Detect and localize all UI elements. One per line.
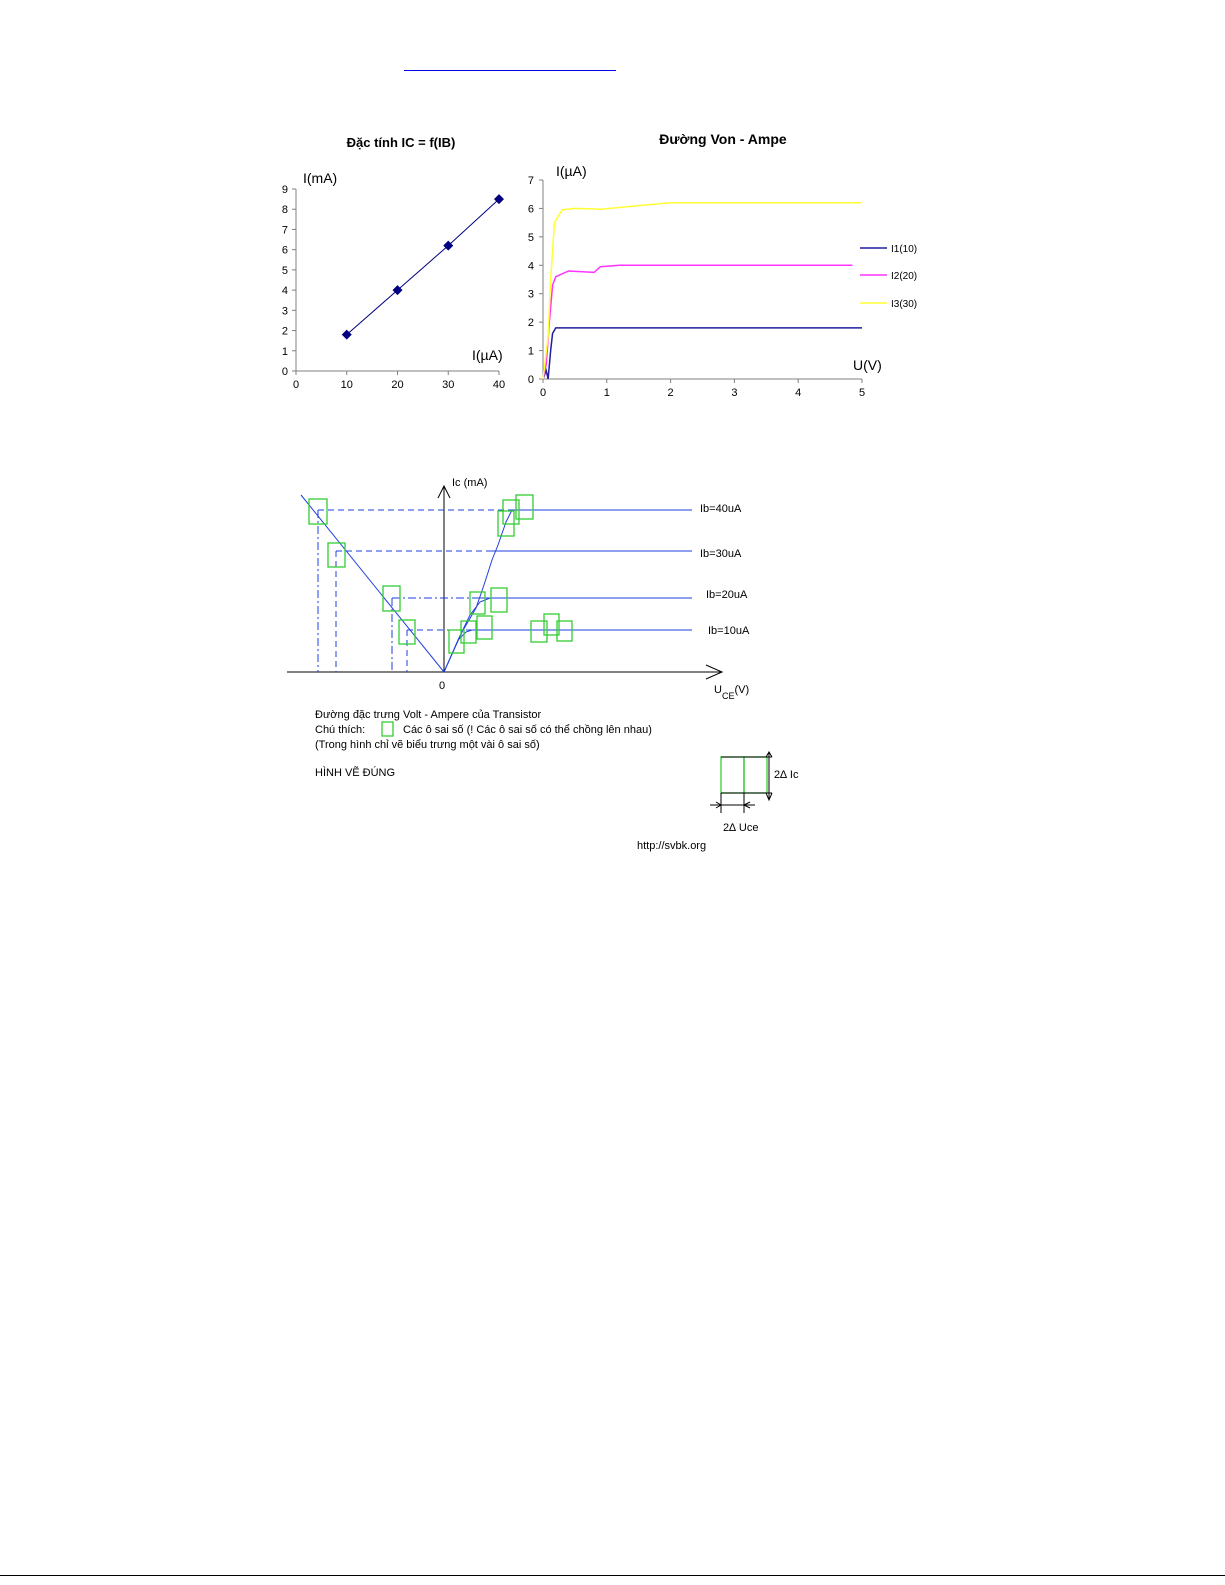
diagram-caption-title: Đường đặc trưng Volt - Ampere của Transistor bbox=[315, 709, 542, 721]
chart2-ytick-label: 5 bbox=[527, 231, 534, 244]
chart-von-ampe bbox=[528, 131, 917, 399]
chart1-title: Đặc tính IC = f(IB) bbox=[346, 135, 456, 150]
chart2-series-line bbox=[543, 328, 862, 379]
chart2-legend-label: I3(30) bbox=[891, 299, 918, 310]
ib10-label: Ib=10uA bbox=[708, 625, 750, 637]
chart-ic-ib bbox=[282, 135, 505, 391]
chart2-ylabel: I(µA) bbox=[556, 163, 587, 179]
chart2-ytick-label: 2 bbox=[527, 317, 534, 330]
chart1-ytick-label: 7 bbox=[281, 224, 288, 237]
legend-box-text: Các ô sai số (! Các ô sai số có thể chồng lên nhau) bbox=[403, 724, 652, 736]
diagram-verdict: HÌNH VẼ ĐÚNG bbox=[315, 767, 396, 779]
chart2-xtick-label: 5 bbox=[858, 387, 866, 399]
error-box-scale bbox=[710, 752, 799, 834]
diagram-origin-label: 0 bbox=[439, 680, 446, 692]
scale-error-box bbox=[721, 757, 744, 793]
chart2-ytick-label: 3 bbox=[527, 288, 534, 301]
ib20-label: Ib=20uA bbox=[706, 589, 748, 601]
diagram-ylabel: Ic (mA) bbox=[452, 477, 488, 489]
chart2-ytick-label: 4 bbox=[527, 260, 534, 273]
chart2-xtick-label: 1 bbox=[603, 387, 610, 399]
error-box bbox=[477, 616, 492, 639]
transistor-va-diagram bbox=[287, 477, 799, 852]
chart1-ytick-label: 4 bbox=[281, 285, 288, 298]
source-url: http://svbk.org bbox=[637, 840, 707, 852]
legend-label: Chú thích: bbox=[315, 724, 366, 736]
chart1-ytick-label: 8 bbox=[281, 204, 288, 217]
chart2-legend-label: I1(10) bbox=[891, 244, 918, 255]
delta-ic-label: 2∆ Ic bbox=[774, 769, 799, 781]
legend-error-box-icon bbox=[382, 722, 393, 736]
chart2-xtick-label: 3 bbox=[731, 387, 738, 399]
chart2-series-line bbox=[543, 203, 862, 379]
chart2-ytick-label: 0 bbox=[527, 374, 534, 386]
chart1-xtick-label: 20 bbox=[391, 379, 404, 391]
chart1-ytick-label: 9 bbox=[281, 184, 288, 196]
chart2-xtick-label: 0 bbox=[539, 387, 547, 399]
delta-uce-label: 2∆ Uce bbox=[723, 822, 759, 834]
diagram-transfer-line bbox=[301, 495, 444, 672]
chart1-ytick-label: 2 bbox=[281, 325, 288, 338]
error-box bbox=[461, 621, 476, 643]
chart2-legend-label: I2(20) bbox=[891, 271, 918, 282]
diagram-xlabel: $U_{CE}(V)$ bbox=[714, 684, 750, 701]
chart2-title: Đường Von - Ampe bbox=[659, 131, 787, 147]
chart1-ylabel: I(mA) bbox=[303, 170, 338, 186]
chart2-xtick-label: 4 bbox=[795, 387, 802, 399]
chart1-ytick-label: 3 bbox=[281, 305, 288, 318]
chart1-xtick-label: 0 bbox=[292, 379, 300, 391]
chart2-ytick-label: 7 bbox=[527, 175, 534, 187]
ib40-label: Ib=40uA bbox=[700, 503, 742, 515]
projection-lines bbox=[318, 510, 512, 672]
diagram-note: (Trong hình chỉ vẽ biểu trưng một vài ô sai số) bbox=[315, 739, 540, 751]
chart1-xlabel: I(µA) bbox=[472, 347, 503, 363]
chart1-ytick-label: 0 bbox=[281, 366, 288, 378]
chart2-xtick-label: 2 bbox=[667, 387, 674, 399]
chart2-ytick-label: 1 bbox=[527, 345, 534, 358]
chart1-ytick-label: 1 bbox=[281, 345, 288, 358]
chart1-series-line bbox=[347, 199, 499, 334]
chart1-xtick-label: 40 bbox=[492, 379, 506, 391]
page-bottom-rule bbox=[0, 1575, 1225, 1576]
ib30-label: Ib=30uA bbox=[700, 548, 742, 560]
error-box bbox=[491, 588, 507, 612]
chart1-ytick-label: 6 bbox=[281, 244, 288, 257]
chart1-xtick-label: 30 bbox=[442, 379, 455, 391]
chart2-xlabel: U(V) bbox=[853, 357, 882, 373]
error-boxes bbox=[309, 495, 572, 653]
chart2-ytick-label: 6 bbox=[527, 203, 534, 216]
chart1-ytick-label: 5 bbox=[281, 264, 288, 277]
chart2-series-line bbox=[543, 265, 852, 379]
diagram-rising-curve-10 bbox=[444, 630, 472, 672]
chart1-xtick-label: 10 bbox=[340, 379, 353, 391]
